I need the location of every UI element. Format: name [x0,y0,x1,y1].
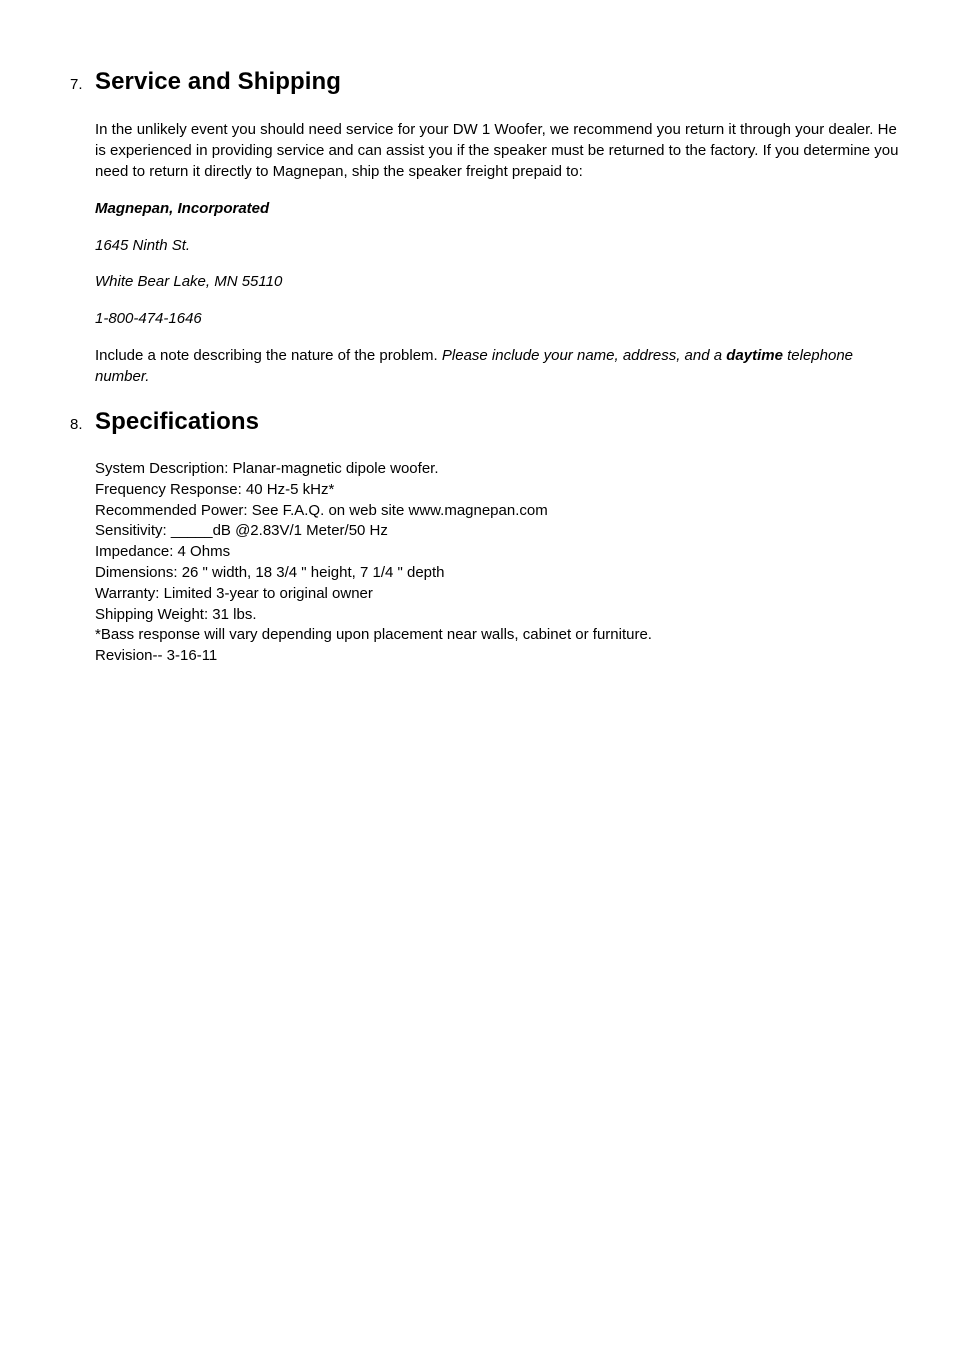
section-heading-service [70,68,341,96]
note-emphasis-text: daytime [726,347,783,364]
section-title: Service and Shipping [95,68,342,95]
phone-number: 1-800-474-1646 [95,310,202,327]
service-note-paragraph [95,345,910,387]
note-plain-text: Include a note describing the nature of the problem. [95,347,442,364]
spec-line: Impedance: 4 Ohms [95,543,231,561]
note-italic-text-end: telephone number. [95,347,854,385]
company-name: Magnepan, Incorporated [95,200,270,217]
section-title: Specifications [95,408,260,435]
section-heading-specifications [70,408,259,436]
specifications-list [95,459,910,667]
service-intro-paragraph: In the unlikely event you should need service for your DW 1 Woofer, we recommend you return it through your dealer. He is experienced in providing service and can assist you if the speaker must be returned to the factory. If you determine you need to return it directly to Magnepan, ship the speaker freight prepaid to: [95,121,899,180]
section-number: 8. [70,416,83,433]
spec-line: *Bass response will vary depending upon placement near walls, cabinet or furniture. [95,626,652,644]
spec-line: Shipping Weight: 31 lbs. [95,605,257,623]
address-street: 1645 Ninth St. [95,237,191,254]
note-italic-text: Please include your name, address, and a [441,347,727,364]
spec-line: Warranty: Limited 3-year to original owner [95,584,373,602]
spec-line: System Description: Planar-magnetic dipole woofer. [95,460,439,477]
spec-line: Sensitivity: _____dB @2.83V/1 Meter/50 Hz [95,522,388,540]
spec-line: Recommended Power: See F.A.Q. on web site www.magnepan.com [95,501,548,519]
section-number: 7. [70,76,83,93]
spec-line: Frequency Response: 40 Hz-5 kHz* [95,480,335,498]
spec-line: Dimensions: 26 " width, 18 3/4 " height, 7 1/4 " depth [95,563,445,581]
address-city: White Bear Lake, MN 55110 [95,273,283,290]
spec-line: Revision-- 3-16-11 [95,647,218,665]
